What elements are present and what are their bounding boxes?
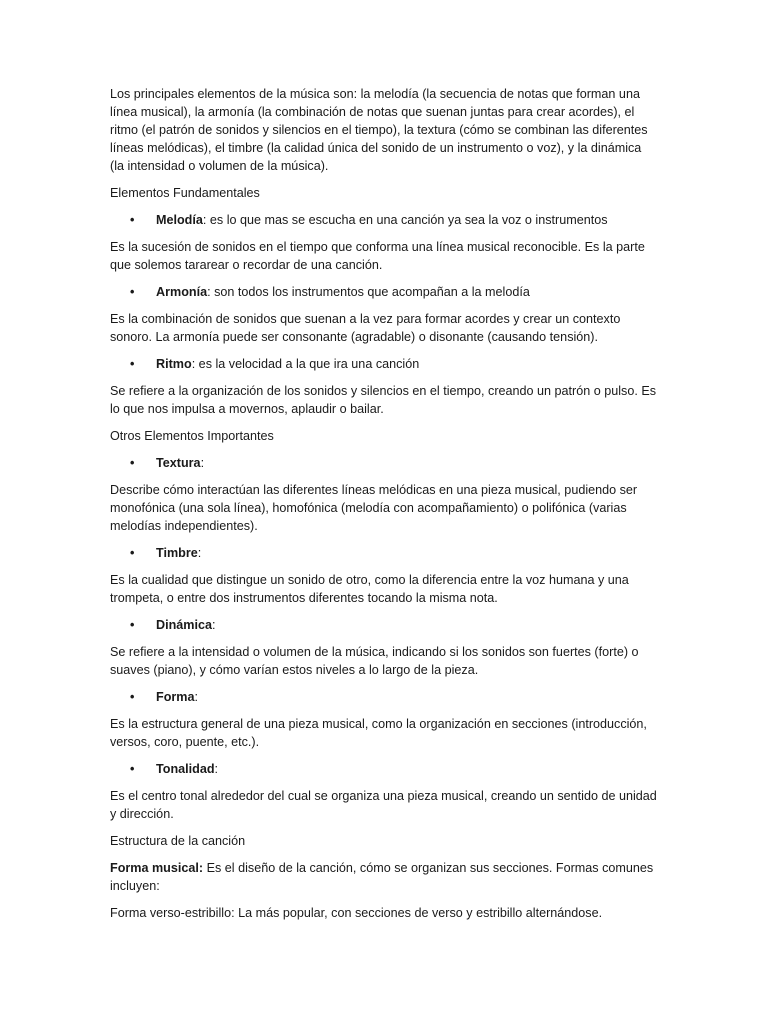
bullet-glyph: • — [130, 357, 135, 371]
term-forma-musical: Forma musical: — [110, 861, 204, 875]
bullet-glyph: • — [130, 690, 135, 704]
tonalidad-colon: : — [214, 762, 219, 776]
bullet-glyph: • — [130, 618, 135, 632]
forma-musical-text: Es el diseño de la canción, cómo se organizan sus secciones. Formas comunes incluyen: — [110, 861, 654, 893]
verso-estribillo-paragraph: Forma verso-estribillo: La más popular, con secciones de verso y estribillo alternándose. — [110, 906, 603, 920]
desc-textura: Describe cómo interactúan las diferentes líneas melódicas en una pieza musical, pudiendo ser monofónica (una sola línea), homofónica (melodía con acompañamiento) o polifónica (varias melodías independientes). — [110, 483, 638, 533]
desc-ritmo: Se refiere a la organización de los sonidos y silencios en el tiempo, creando un patrón o pulso. Es lo que nos impulsa a movernos, aplaudir o bailar. — [110, 384, 657, 416]
heading-otros-elementos: Otros Elementos Importantes — [110, 429, 274, 443]
term-armonia: Armonía — [156, 285, 208, 299]
ritmo-summary: : es la velocidad a la que ira una canción — [191, 357, 420, 371]
bullet-glyph: • — [130, 285, 135, 299]
desc-dinamica: Se refiere a la intensidad o volumen de la música, indicando si los sonidos son fuertes (forte) o suaves (piano), y cómo varían estos niveles a lo largo de la pieza. — [110, 645, 639, 677]
term-textura: Textura — [156, 456, 201, 470]
term-dinamica: Dinámica — [156, 618, 212, 632]
bullet-timbre — [110, 544, 658, 562]
timbre-colon: : — [197, 546, 202, 560]
bullet-forma — [110, 688, 658, 706]
bullet-glyph: • — [130, 456, 135, 470]
heading-estructura-cancion: Estructura de la canción — [110, 834, 246, 848]
armonia-summary: : son todos los instrumentos que acompañan a la melodía — [207, 285, 530, 299]
textura-colon: : — [200, 456, 205, 470]
desc-armonia: Es la combinación de sonidos que suenan a la vez para formar acordes y crear un contexto sonoro. La armonía puede ser consonante (agradable) o disonante (causando tensión). — [110, 312, 621, 344]
bullet-dinamica — [110, 616, 658, 634]
dinamica-colon: : — [212, 618, 216, 632]
melodia-summary: : es lo que mas se escucha en una canción ya sea la voz o instrumentos — [202, 213, 608, 227]
bullet-glyph: • — [130, 546, 135, 560]
bullet-ritmo — [110, 355, 658, 373]
bullet-glyph: • — [130, 762, 135, 776]
bullet-textura — [110, 454, 658, 472]
forma-colon: : — [194, 690, 198, 704]
term-tonalidad: Tonalidad — [156, 762, 215, 776]
term-ritmo: Ritmo — [156, 357, 192, 371]
bullet-armonia — [110, 283, 658, 301]
desc-tonalidad: Es el centro tonal alrededor del cual se organiza una pieza musical, creando un sentido de unidad y dirección. — [110, 789, 657, 821]
bullet-glyph: • — [130, 213, 135, 227]
desc-melodia: Es la sucesión de sonidos en el tiempo que conforma una línea musical reconocible. Es la parte que solemos tararear o recordar de una canción. — [110, 240, 645, 272]
heading-elementos-fundamentales: Elementos Fundamentales — [110, 186, 260, 200]
term-melodia: Melodía — [156, 213, 203, 227]
intro-paragraph: Los principales elementos de la música son: la melodía (la secuencia de notas que forman una línea musical), la armonía (la combinación de notas que suenan juntas para crear acordes), el ritmo (el patrón de sonidos y silencios en el tiempo), la textura (cómo se combinan las diferentes líneas melódicas), el timbre (la calidad única del sonido de un instrumento o voz), y la dinámica (la intensidad o volumen de la música). — [110, 87, 648, 173]
term-timbre: Timbre — [156, 546, 198, 560]
term-forma: Forma — [156, 690, 195, 704]
forma-musical-paragraph — [110, 859, 658, 895]
bullet-tonalidad — [110, 760, 658, 778]
document-page — [110, 85, 658, 931]
bullet-melodia — [110, 211, 658, 229]
desc-timbre: Es la cualidad que distingue un sonido de otro, como la diferencia entre la voz humana y una trompeta, o entre dos instrumentos diferentes tocando la misma nota. — [110, 573, 629, 605]
desc-forma: Es la estructura general de una pieza musical, como la organización en secciones (introducción, versos, coro, puente, etc.). — [110, 717, 647, 749]
